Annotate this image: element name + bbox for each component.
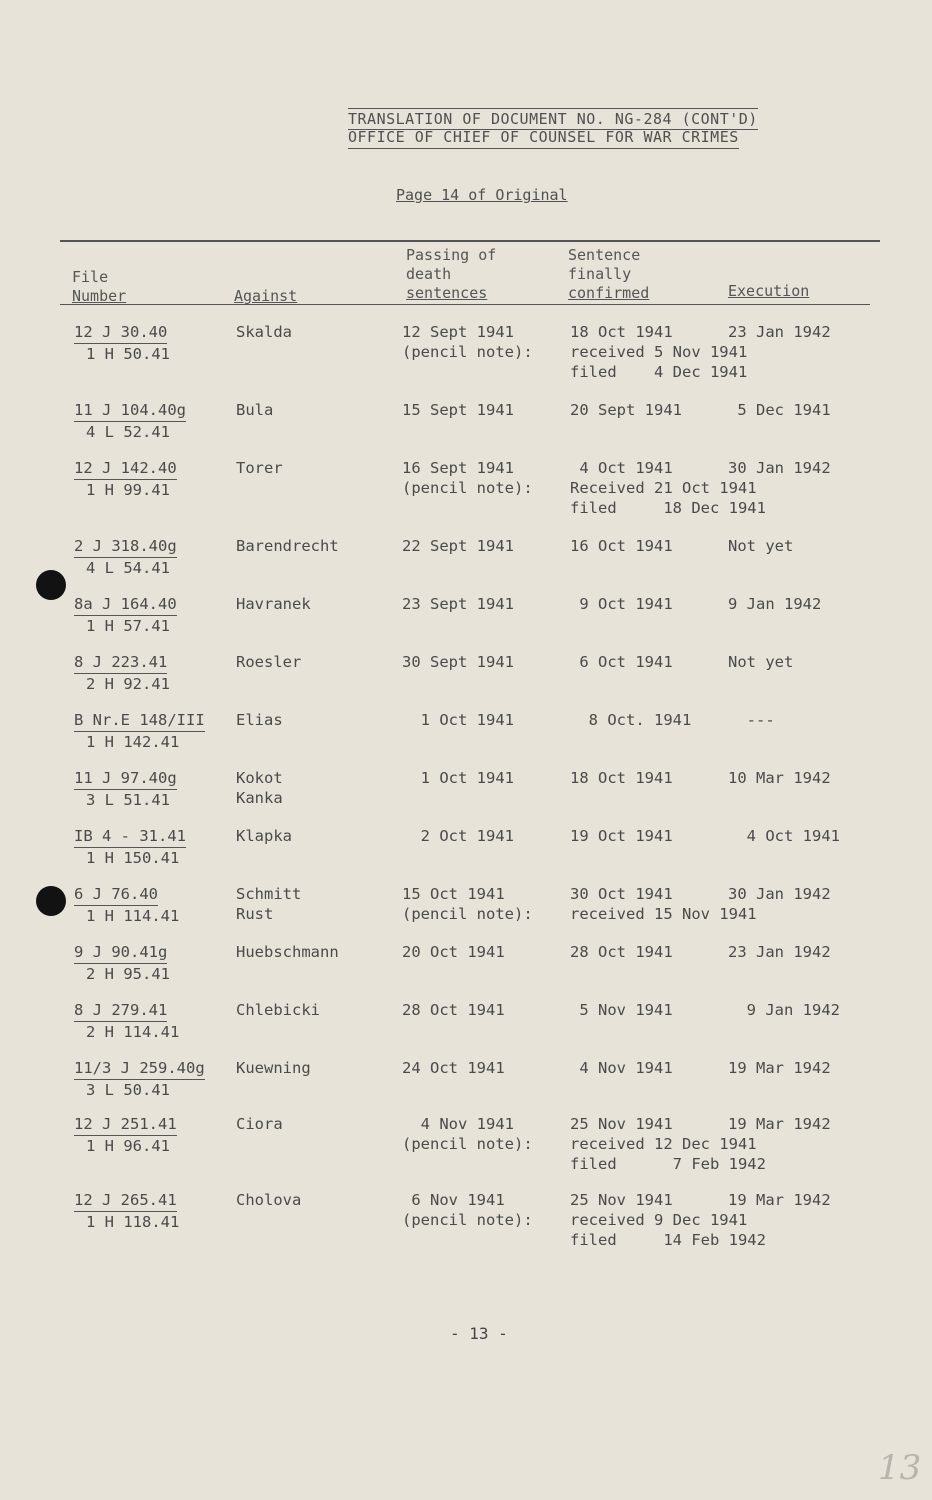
against-cell: Torer: [236, 459, 283, 477]
execution-cell: 4 Oct 1941: [728, 827, 840, 845]
passing-cell: 6 Nov 1941 (pencil note):: [402, 1191, 533, 1229]
against-cell: Chlebicki: [236, 1001, 320, 1019]
confirmed-cell: 25 Nov 1941 received 12 Dec 1941 filed 7 Feb 1942: [570, 1115, 766, 1173]
passing-cell: 1 Oct 1941: [402, 711, 514, 729]
confirmed-cell: 4 Oct 1941 Received 21 Oct 1941 filed 18 Dec 1941: [570, 459, 766, 517]
file-number-primary: 11/3 J 259.40g: [74, 1058, 205, 1080]
file-number-cell: [74, 1190, 179, 1232]
file-number-primary: 12 J 265.41: [74, 1190, 177, 1212]
file-number-primary: 12 J 251.41: [74, 1114, 177, 1136]
confirmed-cell: 28 Oct 1941: [570, 943, 673, 961]
file-number-primary: 9 J 90.41g: [74, 942, 167, 964]
file-number-primary: 8 J 223.41: [74, 652, 167, 674]
office-header: OFFICE OF CHIEF OF COUNSEL FOR WAR CRIMES: [348, 128, 739, 149]
file-number-secondary: 1 H 96.41: [86, 1137, 170, 1155]
file-number-primary: 11 J 104.40g: [74, 400, 186, 422]
file-number-secondary: 4 L 52.41: [86, 423, 170, 441]
against-cell: Kokot Kanka: [236, 769, 283, 807]
execution-cell: 19 Mar 1942: [728, 1059, 831, 1077]
col-header-confirmed-line1: Sentence: [568, 246, 641, 264]
col-header-confirmed-line2: finally: [568, 265, 632, 283]
against-cell: Cholova: [236, 1191, 302, 1209]
execution-cell: 10 Mar 1942: [728, 769, 831, 787]
passing-cell: 20 Oct 1941: [402, 943, 505, 961]
against-cell: Barendrecht: [236, 537, 339, 555]
file-number-secondary: 1 H 118.41: [86, 1213, 180, 1231]
execution-cell: 5 Dec 1941: [728, 401, 831, 419]
col-header-file: [72, 268, 126, 306]
passing-cell: 15 Sept 1941: [402, 401, 514, 419]
file-number-cell: [74, 1114, 177, 1156]
execution-cell: 30 Jan 1942: [728, 885, 831, 903]
against-cell: Roesler: [236, 653, 302, 671]
file-number-secondary: 1 H 99.41: [86, 481, 170, 499]
file-number-secondary: 4 L 54.41: [86, 559, 170, 577]
passing-cell: 23 Sept 1941: [402, 595, 514, 613]
col-header-against-label: Against: [234, 287, 298, 305]
passing-cell: 1 Oct 1941: [402, 769, 514, 787]
confirmed-cell: 25 Nov 1941 received 9 Dec 1941 filed 14 Feb 1942: [570, 1191, 766, 1249]
confirmed-cell: 9 Oct 1941: [570, 595, 673, 613]
file-number-secondary: 2 H 92.41: [86, 675, 170, 693]
file-number-cell: [74, 322, 170, 364]
file-number-secondary: 3 L 51.41: [86, 791, 170, 809]
punch-hole: [36, 886, 66, 916]
file-number-secondary: 2 H 95.41: [86, 965, 170, 983]
confirmed-cell: 5 Nov 1941: [570, 1001, 673, 1019]
file-number-cell: [74, 652, 170, 694]
passing-cell: 24 Oct 1941: [402, 1059, 505, 1077]
file-number-cell: [74, 458, 177, 500]
confirmed-cell: 19 Oct 1941: [570, 827, 673, 845]
execution-cell: 9 Jan 1942: [728, 1001, 840, 1019]
execution-cell: 9 Jan 1942: [728, 595, 822, 613]
col-header-passing-line2: death: [406, 265, 452, 283]
execution-cell: ---: [728, 711, 775, 729]
col-header-file-line2: Number: [72, 287, 127, 305]
confirmed-cell: 8 Oct. 1941: [570, 711, 692, 729]
passing-cell: 28 Oct 1941: [402, 1001, 505, 1019]
passing-cell: 2 Oct 1941: [402, 827, 514, 845]
punch-hole: [36, 570, 66, 600]
file-number-primary: 8 J 279.41: [74, 1000, 167, 1022]
passing-cell: 22 Sept 1941: [402, 537, 514, 555]
execution-cell: 23 Jan 1942: [728, 323, 831, 341]
file-number-cell: [74, 1000, 179, 1042]
file-number-secondary: 1 H 57.41: [86, 617, 170, 635]
confirmed-cell: 18 Oct 1941: [570, 769, 673, 787]
against-cell: Huebschmann: [236, 943, 339, 961]
passing-cell: 30 Sept 1941: [402, 653, 514, 671]
col-header-confirmed-line3: confirmed: [568, 284, 650, 302]
confirmed-cell: 4 Nov 1941: [570, 1059, 673, 1077]
col-header-execution: [728, 282, 809, 301]
file-number-secondary: 2 H 114.41: [86, 1023, 180, 1041]
execution-cell: 23 Jan 1942: [728, 943, 831, 961]
file-number-cell: [74, 826, 186, 868]
file-number-primary: IB 4 - 31.41: [74, 826, 186, 848]
header-bottom-rule: [60, 304, 870, 305]
file-number-cell: [74, 400, 186, 442]
file-number-secondary: 1 H 114.41: [86, 907, 180, 925]
col-header-execution-label: Execution: [728, 282, 810, 300]
file-number-cell: [74, 768, 177, 810]
file-number-cell: [74, 1058, 205, 1100]
execution-cell: Not yet: [728, 653, 794, 671]
against-cell: Ciora: [236, 1115, 283, 1133]
file-number-primary: B Nr.E 148/III: [74, 710, 205, 732]
confirmed-cell: 6 Oct 1941: [570, 653, 673, 671]
margin-page-mark: 13: [878, 1448, 922, 1488]
file-number-cell: [74, 884, 179, 926]
file-number-cell: [74, 536, 177, 578]
file-number-secondary: 1 H 142.41: [86, 733, 180, 751]
against-cell: Havranek: [236, 595, 311, 613]
file-number-cell: [74, 594, 177, 636]
file-number-secondary: 1 H 150.41: [86, 849, 180, 867]
file-number-primary: 6 J 76.40: [74, 884, 158, 906]
file-number-secondary: 3 L 50.41: [86, 1081, 170, 1099]
col-header-confirmed: [568, 246, 649, 303]
file-number-cell: [74, 710, 205, 752]
against-cell: Klapka: [236, 827, 292, 845]
translation-header: TRANSLATION OF DOCUMENT NO. NG-284 (CONT'D): [348, 110, 758, 128]
page-number: - 13 -: [450, 1324, 508, 1343]
execution-cell: 19 Mar 1942: [728, 1115, 831, 1133]
execution-cell: 19 Mar 1942: [728, 1191, 831, 1209]
execution-cell: Not yet: [728, 537, 794, 555]
file-number-primary: 11 J 97.40g: [74, 768, 177, 790]
passing-cell: 4 Nov 1941 (pencil note):: [402, 1115, 533, 1153]
against-cell: Bula: [236, 401, 274, 419]
against-cell: Elias: [236, 711, 283, 729]
file-number-primary: 2 J 318.40g: [74, 536, 177, 558]
col-header-passing-line3: sentences: [406, 284, 488, 302]
confirmed-cell: 16 Oct 1941: [570, 537, 673, 555]
confirmed-cell: 20 Sept 1941: [570, 401, 682, 419]
file-number-primary: 12 J 142.40: [74, 458, 177, 480]
passing-cell: 12 Sept 1941 (pencil note):: [402, 323, 533, 361]
page-of-original: Page 14 of Original: [396, 186, 568, 204]
passing-cell: 15 Oct 1941 (pencil note):: [402, 885, 533, 923]
against-cell: Schmitt Rust: [236, 885, 302, 923]
against-cell: Skalda: [236, 323, 292, 341]
file-number-secondary: 1 H 50.41: [86, 345, 170, 363]
confirmed-cell: 18 Oct 1941 received 5 Nov 1941 filed 4 Dec 1941: [570, 323, 748, 381]
col-header-file-line1: File: [72, 268, 109, 286]
file-number-primary: 12 J 30.40: [74, 322, 167, 344]
col-header-passing: [406, 246, 496, 303]
passing-cell: 16 Sept 1941 (pencil note):: [402, 459, 533, 497]
against-cell: Kuewning: [236, 1059, 311, 1077]
table-top-rule: [60, 240, 880, 242]
execution-cell: 30 Jan 1942: [728, 459, 831, 477]
col-header-passing-line1: Passing of: [406, 246, 497, 264]
file-number-cell: [74, 942, 170, 984]
confirmed-cell: 30 Oct 1941 received 15 Nov 1941: [570, 885, 757, 923]
file-number-primary: 8a J 164.40: [74, 594, 177, 616]
